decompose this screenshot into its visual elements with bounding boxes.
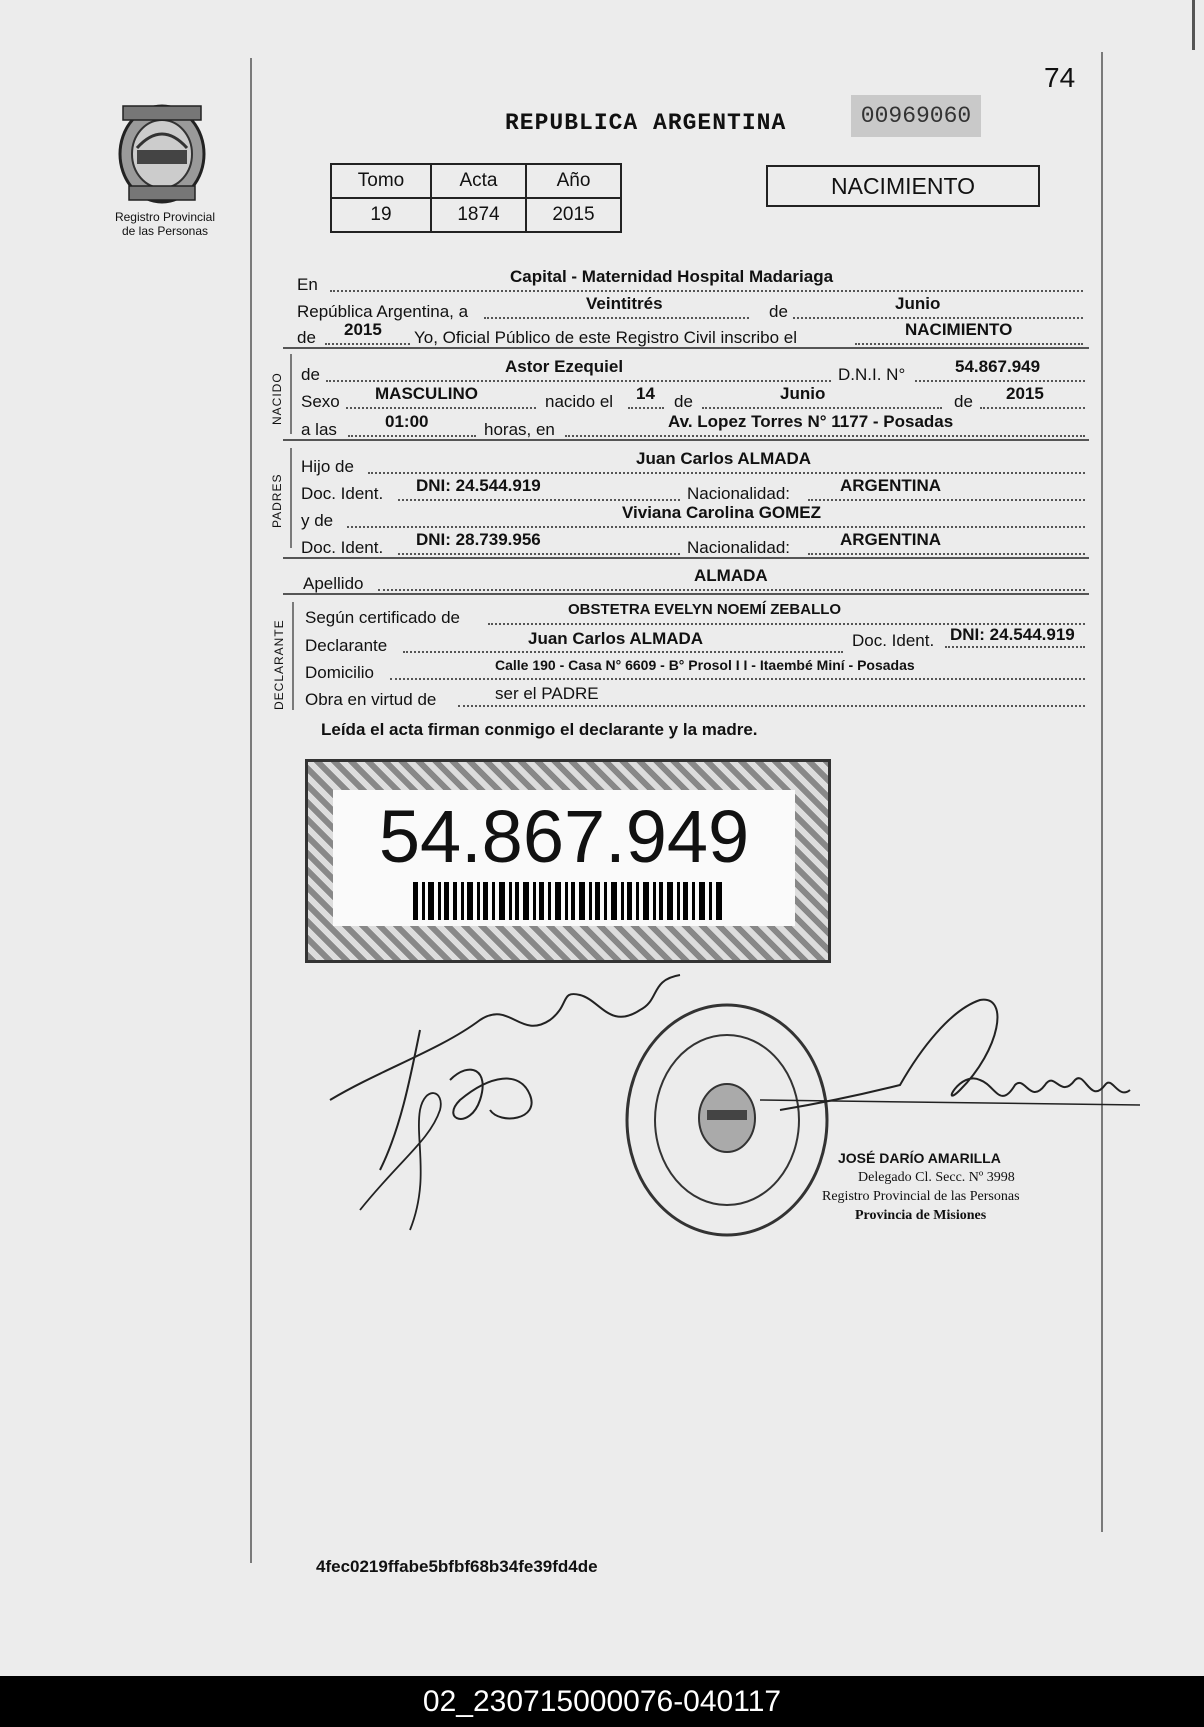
label-horas-en: horas, en (484, 420, 555, 439)
section-line (292, 602, 294, 710)
dots (398, 553, 680, 555)
value-lugar: Capital - Maternidad Hospital Madariaga (510, 267, 834, 286)
page-edge-line (1192, 0, 1195, 50)
label-sexo: Sexo (301, 392, 340, 411)
footer-filename: 02_230715000076-040117 (0, 1676, 1204, 1727)
separator (283, 593, 1089, 595)
label-y-de: y de (301, 511, 334, 530)
acta-value: 1874 (431, 198, 526, 232)
label-hijo-de: Hijo de (301, 457, 354, 476)
tomo-value: 19 (331, 198, 431, 232)
dots (915, 380, 1085, 382)
section-line (290, 354, 292, 434)
sticker-number: 54.867.949 (378, 795, 750, 878)
value-dia: Veintitrés (586, 294, 663, 313)
dots (628, 407, 664, 409)
label-de4: de (954, 392, 973, 411)
label-obra: Obra en virtud de (305, 690, 437, 709)
dots (348, 435, 476, 437)
separator (283, 557, 1089, 559)
dots (326, 380, 831, 382)
value-padre-nac: ARGENTINA (840, 476, 942, 495)
value-sexo: MASCULINO (375, 384, 478, 403)
label-doc-ident: Doc. Ident. (301, 484, 384, 503)
value-domicilio: Calle 190 - Casa N° 6609 - B° Prosol I I - Itaembé Miní - Posadas (495, 657, 915, 673)
label-nacionalidad2: Nacionalidad: (687, 538, 791, 557)
label-nacionalidad: Nacionalidad: (687, 484, 791, 503)
value-dia-nac: 14 (636, 384, 655, 403)
label-declarante: Declarante (305, 636, 388, 655)
official-name: JOSÉ DARÍO AMARILLA (838, 1150, 1001, 1166)
label-en: En (297, 275, 318, 294)
dots (945, 646, 1085, 648)
right-margin-line (1101, 52, 1103, 1532)
label-yo-oficial: Yo, Oficial Público de este Registro Civil inscribo el (414, 328, 797, 347)
official-province: Provincia de Misiones (855, 1208, 987, 1223)
anio-header: Año (526, 164, 621, 198)
label-nacido-de: de (301, 365, 320, 384)
dots (565, 435, 1085, 437)
label-a-las: a las (301, 420, 337, 439)
label-segun: Según certificado de (305, 608, 460, 627)
value-mes: Junio (895, 294, 941, 313)
dots (808, 553, 1085, 555)
registry-line1: Registro Provincial (114, 210, 216, 224)
dots (793, 317, 1083, 319)
dots (325, 343, 410, 345)
record-table (330, 163, 622, 233)
value-anio: 2015 (344, 320, 382, 339)
dots (347, 526, 1085, 528)
anio-value: 2015 (526, 198, 621, 232)
value-declarante-doc: DNI: 24.544.919 (950, 625, 1075, 644)
province-seal-icon (115, 100, 210, 208)
dots (403, 651, 843, 653)
sticker-label (333, 790, 795, 926)
registry-caption (95, 210, 235, 238)
value-domicilio-nac: Av. Lopez Torres N° 1177 - Posadas (668, 412, 954, 431)
side-label-declarante: DECLARANTE (272, 619, 286, 710)
document-hash: 4fec0219ffabe5bfbf68b34fe39fd4de (316, 1557, 598, 1576)
value-madre-nac: ARGENTINA (840, 530, 942, 549)
closing-note: Leída el acta firman conmigo el declarante y la madre. (321, 720, 758, 739)
value-anio-nac: 2015 (1006, 384, 1044, 403)
tomo-header: Tomo (331, 164, 431, 198)
side-label-padres: PADRES (270, 473, 284, 528)
value-padre: Juan Carlos ALMADA (636, 449, 812, 468)
dots (702, 407, 942, 409)
left-margin-line (250, 58, 252, 1563)
value-mes-nac: Junio (780, 384, 826, 403)
label-dni: D.N.I. N° (838, 365, 906, 384)
barcode-icon (413, 882, 723, 920)
value-certificado: OBSTETRA EVELYN NOEMÍ ZEBALLO (568, 601, 842, 618)
separator (283, 439, 1089, 441)
dots (398, 499, 680, 501)
dots (484, 317, 749, 319)
acta-header: Acta (431, 164, 526, 198)
value-padre-doc: DNI: 24.544.919 (416, 476, 541, 495)
dots (330, 290, 1083, 292)
page-number: 74 (1044, 62, 1076, 93)
value-nombre: Astor Ezequiel (505, 357, 624, 376)
label-de2: de (297, 328, 316, 347)
label-nacido-el: nacido el (545, 392, 614, 411)
value-dni: 54.867.949 (955, 357, 1041, 376)
dots (855, 343, 1083, 345)
serial-number: 00969060 (851, 95, 981, 137)
value-madre: Viviana Carolina GOMEZ (622, 503, 822, 522)
dots (808, 499, 1085, 501)
value-tipo: NACIMIENTO (905, 320, 1013, 339)
label-doc-ident3: Doc. Ident. (852, 631, 935, 650)
label-apellido: Apellido (303, 574, 364, 593)
signature-official-icon (760, 990, 1140, 1170)
section-line (290, 448, 292, 548)
id-sticker (305, 759, 831, 963)
label-republica: República Argentina, a (297, 302, 469, 321)
dots (378, 589, 1085, 591)
separator (283, 347, 1089, 349)
dots (368, 472, 1085, 474)
dots (458, 705, 1085, 707)
label-de3: de (674, 392, 693, 411)
record-type-box: NACIMIENTO (766, 165, 1040, 207)
side-label-nacido: NACIDO (270, 372, 284, 425)
dots (346, 407, 536, 409)
dots (390, 678, 1085, 680)
value-obra: ser el PADRE (495, 684, 599, 703)
value-madre-doc: DNI: 28.739.956 (416, 530, 541, 549)
official-office: Registro Provincial de las Personas (822, 1189, 1020, 1204)
country-title: REPUBLICA ARGENTINA (505, 110, 787, 136)
value-apellido: ALMADA (694, 566, 768, 585)
label-doc-ident2: Doc. Ident. (301, 538, 384, 557)
official-role: Delegado Cl. Secc. Nº 3998 (858, 1170, 1015, 1185)
label-de: de (769, 302, 788, 321)
value-declarante: Juan Carlos ALMADA (528, 629, 704, 648)
dots (980, 407, 1085, 409)
value-hora: 01:00 (385, 412, 429, 431)
registry-line2: de las Personas (121, 224, 209, 238)
label-domicilio: Domicilio (305, 663, 374, 682)
